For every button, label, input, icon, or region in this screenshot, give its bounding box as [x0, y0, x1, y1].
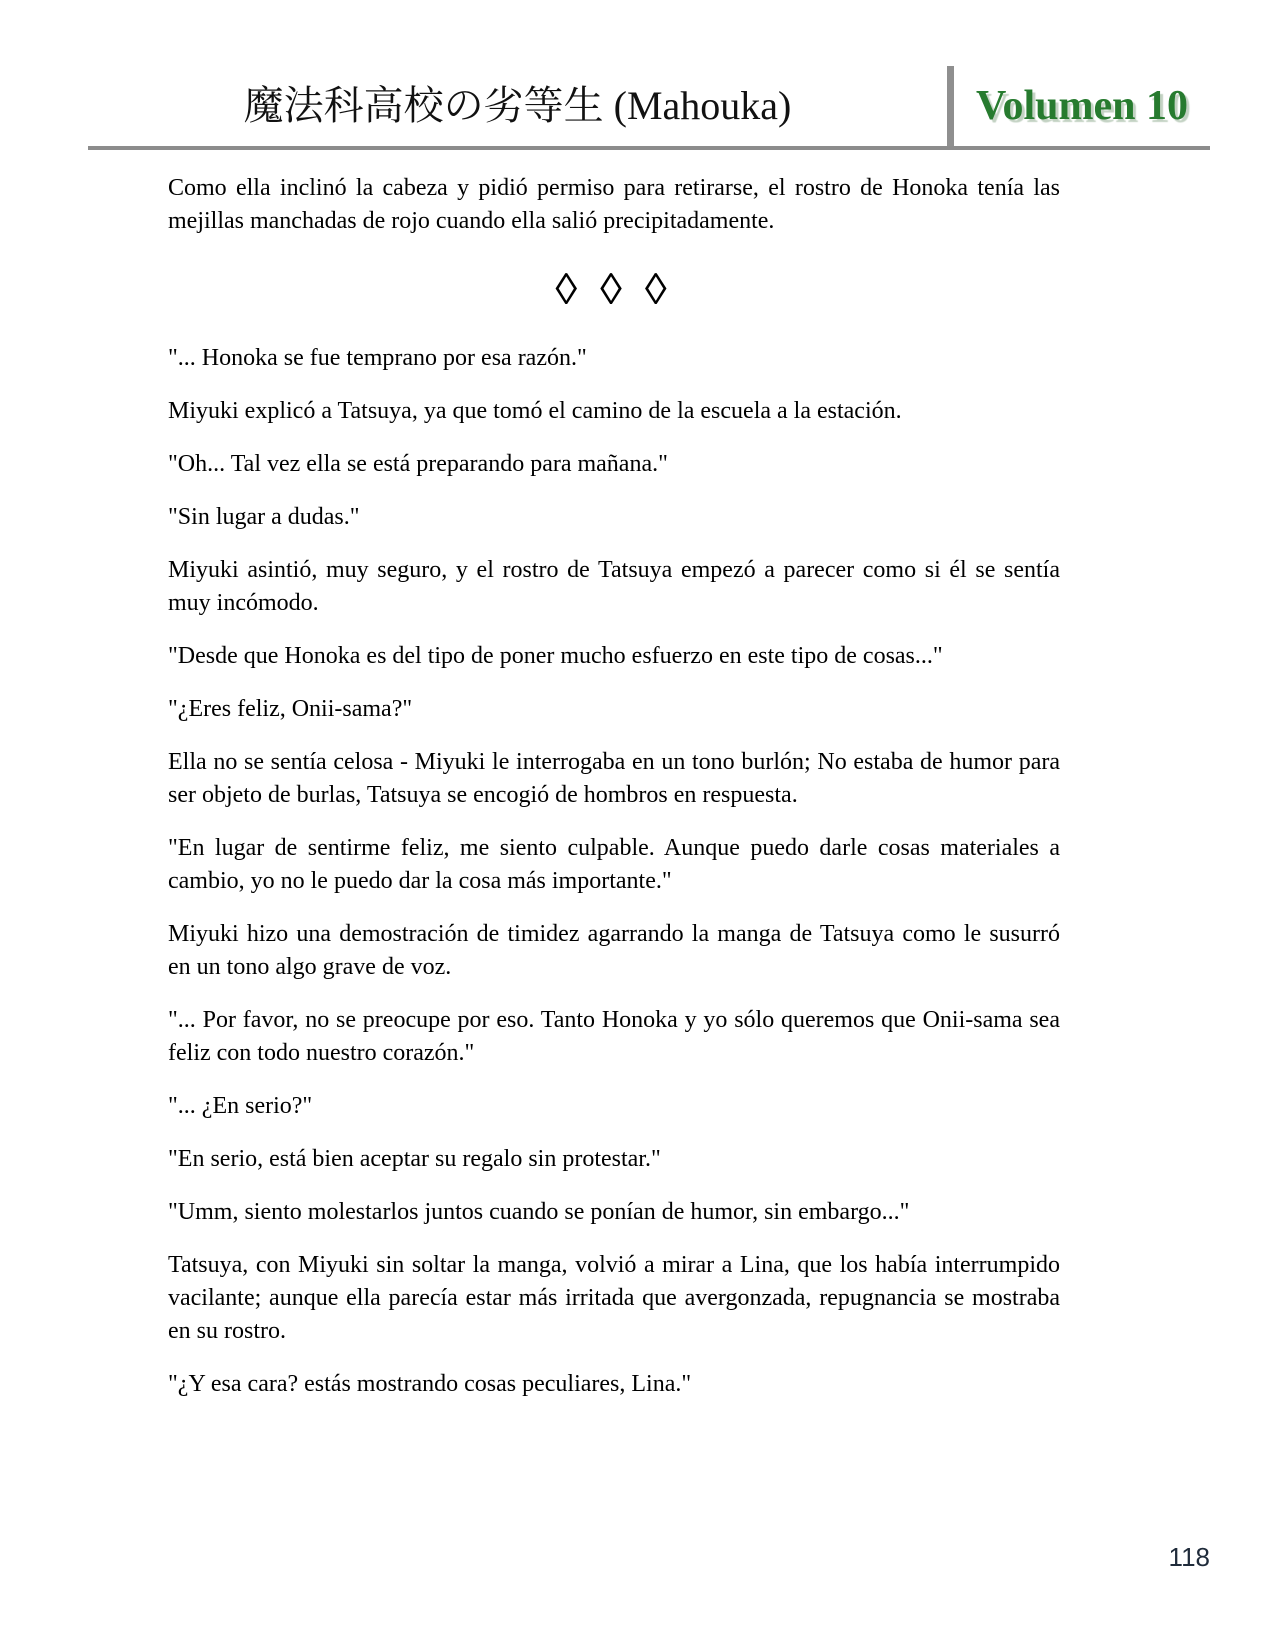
paragraph: "Oh... Tal vez ella se está preparando para mañana.": [168, 451, 668, 477]
page-body: [168, 172, 1060, 1421]
paragraph: "Desde que Honoka es del tipo de poner mucho esfuerzo en este tipo de cosas...": [168, 643, 943, 669]
volume-label: Volumen 10: [976, 83, 1188, 129]
paragraph: "En lugar de sentirme feliz, me siento culpable. Aunque puedo darle cosas materiales a cambio, yo no le puedo dar la cosa más importante.": [168, 835, 1060, 894]
paragraph: "¿Eres feliz, Onii-sama?": [168, 696, 413, 722]
paragraph: "... Honoka se fue temprano por esa razón.": [168, 345, 587, 371]
paragraph: "¿Y esa cara? estás mostrando cosas peculiares, Lina.": [168, 1371, 692, 1397]
paragraph: Como ella inclinó la cabeza y pidió permiso para retirarse, el rostro de Honoka tenía las mejillas manchadas de rojo cuando ella salió precipitadamente.: [168, 175, 1060, 234]
paragraph: "... ¿En serio?": [168, 1093, 313, 1119]
book-title: 魔法科高校の劣等生 (Mahouka): [243, 83, 792, 128]
page-number: 118: [1168, 1542, 1210, 1572]
paragraph: Tatsuya, con Miyuki sin soltar la manga, volvió a mirar a Lina, que los había interrumpido vacilante; aunque ella parecía estar más irritada que avergonzada, repugnancia se mostraba en su rostro.: [168, 1252, 1060, 1344]
page-header: [88, 66, 1210, 150]
paragraph: Miyuki explicó a Tatsuya, ya que tomó el camino de la escuela a la estación.: [168, 398, 902, 424]
paragraph: Miyuki asintió, muy seguro, y el rostro de Tatsuya empezó a parecer como si él se sentía muy incómodo.: [168, 557, 1060, 616]
paragraph: "Sin lugar a dudas.": [168, 504, 360, 530]
paragraph: "... Por favor, no se preocupe por eso. Tanto Honoka y yo sólo queremos que Onii-sama sea feliz con todo nuestro corazón.": [168, 1007, 1060, 1066]
paragraph: Ella no se sentía celosa - Miyuki le interrogaba en un tono burlón; No estaba de humor para ser objeto de burlas, Tatsuya se encogió de hombros en respuesta.: [168, 749, 1060, 808]
paragraph: "Umm, siento molestarlos juntos cuando se ponían de humor, sin embargo...": [168, 1199, 910, 1225]
scene-break-divider: ◊ ◊ ◊: [555, 265, 673, 314]
paragraph: "En serio, está bien aceptar su regalo sin protestar.": [168, 1146, 661, 1172]
paragraph: Miyuki hizo una demostración de timidez agarrando la manga de Tatsuya como le susurró en un tono algo grave de voz.: [168, 921, 1060, 980]
header-divider-bar: [947, 66, 954, 146]
